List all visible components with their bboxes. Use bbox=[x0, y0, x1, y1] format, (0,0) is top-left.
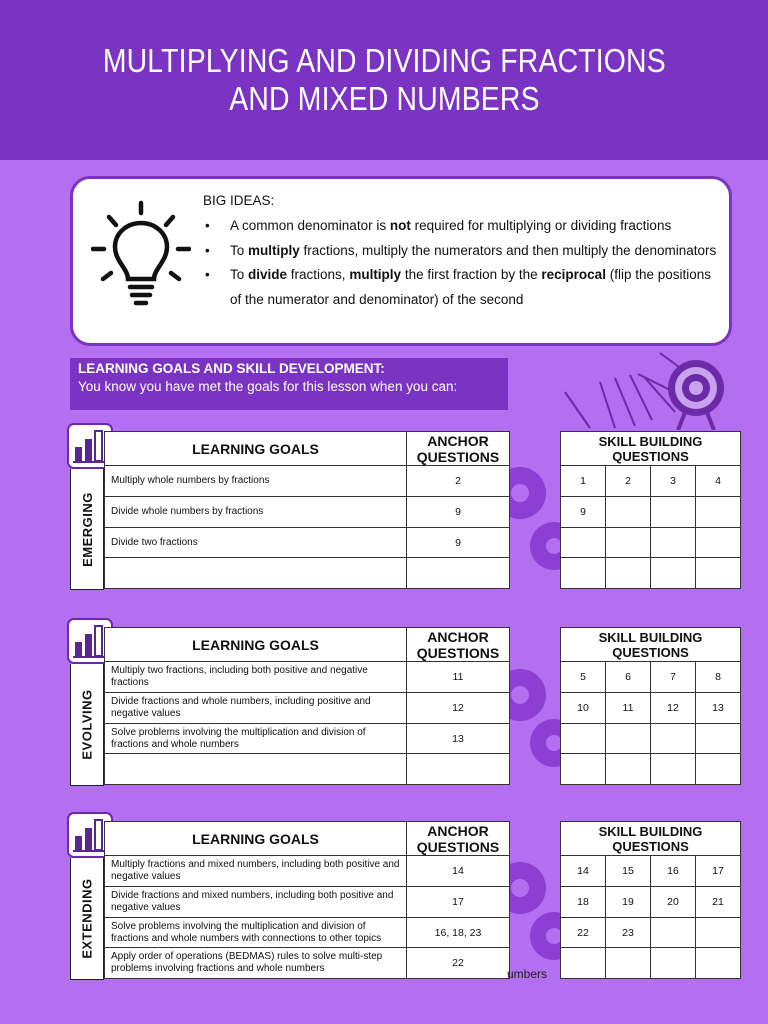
goal-text: Divide whole numbers by fractions bbox=[105, 497, 407, 528]
skill-cell: 5 bbox=[561, 662, 606, 693]
big-idea-3: • To divide fractions, multiply the first fraction by the reciprocal (flip the positions of the numerator and denominator) of the second bbox=[203, 263, 723, 312]
skill-cell: 1 bbox=[561, 466, 606, 497]
skill-cell: 10 bbox=[561, 693, 606, 724]
anchor-value: 13 bbox=[407, 724, 510, 754]
section-label-extending: EXTENDING bbox=[70, 858, 104, 980]
goal-text: Multiply fractions and mixed numbers, including both positive and negative values bbox=[105, 856, 407, 887]
section-label-emerging: EMERGING bbox=[70, 469, 104, 590]
learning-goals-banner-title: LEARNING GOALS AND SKILL DEVELOPMENT: bbox=[78, 361, 385, 376]
skill-cell bbox=[696, 754, 741, 785]
skill-cell bbox=[606, 724, 651, 754]
goal-text: Apply order of operations (BEDMAS) rules to solve multi-step problems involving fractions and whole numbers bbox=[105, 948, 407, 979]
goal-text: Solve problems involving the multiplication and division of fractions and whole numbers with connections to other topics bbox=[105, 918, 407, 948]
skill-cell bbox=[561, 754, 606, 785]
anchor-value: 2 bbox=[407, 466, 510, 497]
anchor-value: 17 bbox=[407, 887, 510, 918]
skill-cell bbox=[651, 754, 696, 785]
skill-cell: 11 bbox=[606, 693, 651, 724]
gear-icon bbox=[524, 515, 564, 577]
big-ideas-list bbox=[203, 214, 723, 312]
skill-cell: 22 bbox=[561, 918, 606, 948]
skill-cell: 23 bbox=[606, 918, 651, 948]
anchor-value: 9 bbox=[407, 528, 510, 558]
skill-cell: 4 bbox=[696, 466, 741, 497]
skill-building-table-emerging bbox=[560, 431, 741, 589]
gear-icon bbox=[524, 712, 564, 774]
skill-cell: 3 bbox=[651, 466, 696, 497]
big-idea-1: • A common denominator is not required for multiplying or dividing fractions bbox=[203, 214, 723, 239]
skill-cell: 18 bbox=[561, 887, 606, 918]
anchor-questions-header: ANCHOR QUESTIONS bbox=[407, 432, 510, 466]
skill-cell bbox=[696, 558, 741, 589]
skill-cell bbox=[651, 528, 696, 558]
target-arrows-icon bbox=[560, 350, 730, 430]
gear-icon bbox=[524, 905, 564, 967]
skill-cell: 14 bbox=[561, 856, 606, 887]
lightbulb-icon bbox=[91, 199, 191, 309]
skill-building-header: SKILL BUILDING QUESTIONS bbox=[561, 628, 741, 662]
skill-cell: 16 bbox=[651, 856, 696, 887]
anchor-value bbox=[407, 558, 510, 589]
skill-cell: 13 bbox=[696, 693, 741, 724]
skill-building-header: SKILL BUILDING QUESTIONS bbox=[561, 822, 741, 856]
skill-cell bbox=[561, 528, 606, 558]
anchor-questions-header: ANCHOR QUESTIONS bbox=[407, 628, 510, 662]
goal-text bbox=[105, 558, 407, 589]
goal-text bbox=[105, 754, 407, 785]
skill-cell bbox=[561, 948, 606, 979]
skill-cell bbox=[696, 497, 741, 528]
anchor-value: 16, 18, 23 bbox=[407, 918, 510, 948]
skill-building-table-evolving bbox=[560, 627, 741, 785]
learning-goals-header: LEARNING GOALS bbox=[105, 822, 407, 856]
skill-cell bbox=[651, 948, 696, 979]
skill-cell bbox=[561, 724, 606, 754]
anchor-questions-header: ANCHOR QUESTIONS bbox=[407, 822, 510, 856]
goal-text: Multiply whole numbers by fractions bbox=[105, 466, 407, 497]
anchor-value: 12 bbox=[407, 693, 510, 724]
page-title-line-1: MULTIPLYING AND DIVIDING FRACTIONS bbox=[102, 42, 666, 79]
section-label-evolving: EVOLVING bbox=[70, 664, 104, 786]
big-ideas-heading: BIG IDEAS: bbox=[203, 193, 275, 208]
skill-building-header: SKILL BUILDING QUESTIONS bbox=[561, 432, 741, 466]
skill-cell bbox=[651, 724, 696, 754]
goal-text: Divide fractions and whole numbers, including positive and negative values bbox=[105, 693, 407, 724]
skill-cell: 8 bbox=[696, 662, 741, 693]
skill-cell bbox=[606, 558, 651, 589]
skill-cell: 12 bbox=[651, 693, 696, 724]
skill-cell: 6 bbox=[606, 662, 651, 693]
skill-cell: 7 bbox=[651, 662, 696, 693]
skill-cell bbox=[606, 754, 651, 785]
learning-goals-header: LEARNING GOALS bbox=[105, 628, 407, 662]
skill-cell bbox=[651, 918, 696, 948]
anchor-value: 14 bbox=[407, 856, 510, 887]
skill-cell bbox=[606, 528, 651, 558]
page-title-line-2: AND MIXED NUMBERS bbox=[228, 80, 540, 117]
skill-cell: 20 bbox=[651, 887, 696, 918]
skill-cell: 2 bbox=[606, 466, 651, 497]
anchor-value: 22 bbox=[407, 948, 510, 979]
skill-cell bbox=[561, 558, 606, 589]
skill-cell bbox=[696, 948, 741, 979]
skill-cell: 15 bbox=[606, 856, 651, 887]
skill-cell: 17 bbox=[696, 856, 741, 887]
learning-goals-banner-subtitle: You know you have met the goals for this lesson when you can: bbox=[78, 379, 458, 394]
skill-cell bbox=[696, 724, 741, 754]
skill-cell bbox=[696, 918, 741, 948]
learning-goals-banner bbox=[70, 358, 508, 410]
goal-text: Divide two fractions bbox=[105, 528, 407, 558]
goal-text: Solve problems involving the multiplication and division of fractions and whole numbers bbox=[105, 724, 407, 754]
big-ideas-box bbox=[70, 176, 732, 346]
learning-goals-table-emerging bbox=[104, 431, 510, 589]
goal-text: Divide fractions and mixed numbers, including both positive and negative values bbox=[105, 887, 407, 918]
skill-cell bbox=[606, 497, 651, 528]
big-idea-2: • To multiply fractions, multiply the numerators and then multiply the denominators bbox=[203, 239, 723, 264]
skill-cell: 19 bbox=[606, 887, 651, 918]
footer-text-fragment: umbers bbox=[507, 967, 548, 981]
anchor-value bbox=[407, 754, 510, 785]
skill-cell: 21 bbox=[696, 887, 741, 918]
anchor-value: 9 bbox=[407, 497, 510, 528]
skill-cell bbox=[651, 497, 696, 528]
goal-text: Multiply two fractions, including both positive and negative fractions bbox=[105, 662, 407, 693]
learning-goals-table-evolving bbox=[104, 627, 510, 785]
learning-goals-table-extending bbox=[104, 821, 510, 979]
skill-cell bbox=[606, 948, 651, 979]
learning-goals-header: LEARNING GOALS bbox=[105, 432, 407, 466]
anchor-value: 11 bbox=[407, 662, 510, 693]
skill-cell: 9 bbox=[561, 497, 606, 528]
page-header bbox=[0, 0, 768, 160]
skill-cell bbox=[651, 558, 696, 589]
skill-cell bbox=[696, 528, 741, 558]
skill-building-table-extending bbox=[560, 821, 741, 979]
